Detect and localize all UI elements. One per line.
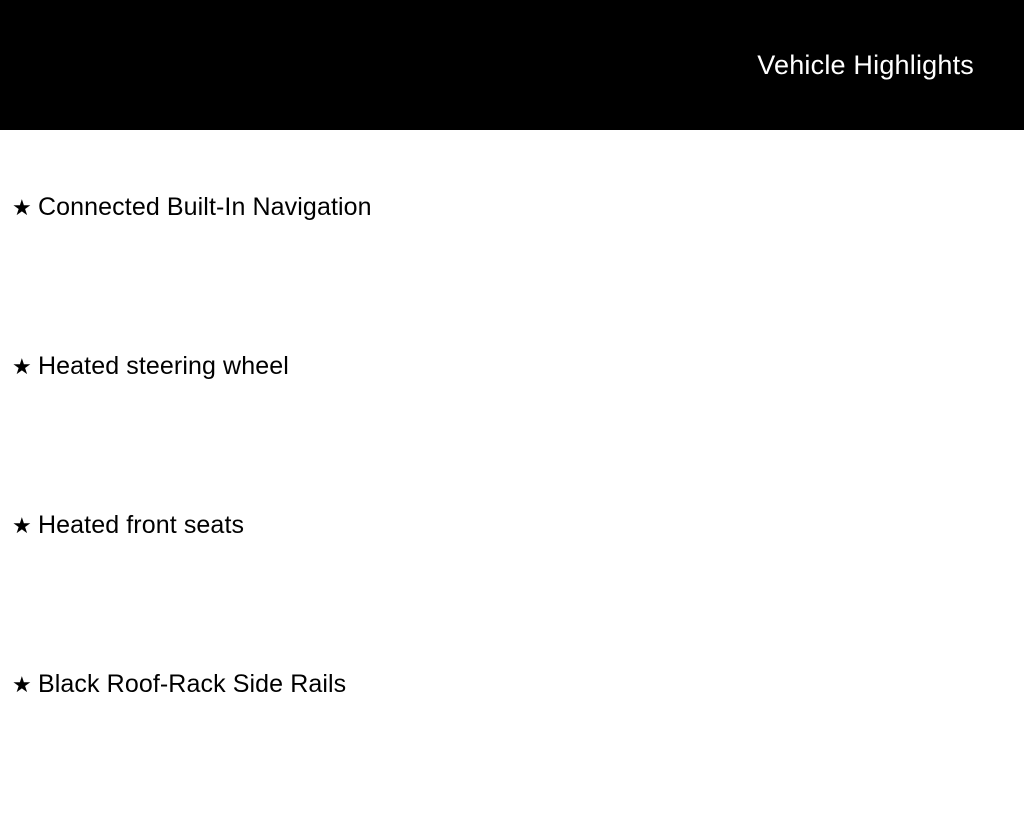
- list-item: [0, 192, 1024, 351]
- star-icon: ★: [12, 354, 32, 379]
- header-bar: [0, 0, 1024, 130]
- list-item: [0, 351, 1024, 510]
- highlight-label: Connected Built-In Navigation: [38, 193, 372, 221]
- list-item: [0, 669, 1024, 828]
- highlight-label: Heated front seats: [38, 511, 245, 539]
- page-title: Vehicle Highlights: [757, 49, 974, 80]
- star-icon: ★: [12, 672, 32, 697]
- star-icon: ★: [12, 195, 32, 220]
- highlight-label: Heated steering wheel: [38, 352, 289, 380]
- star-icon: ★: [12, 513, 32, 538]
- highlight-label: Black Roof-Rack Side Rails: [38, 670, 347, 698]
- highlights-list: [0, 130, 1024, 828]
- list-item: [0, 510, 1024, 669]
